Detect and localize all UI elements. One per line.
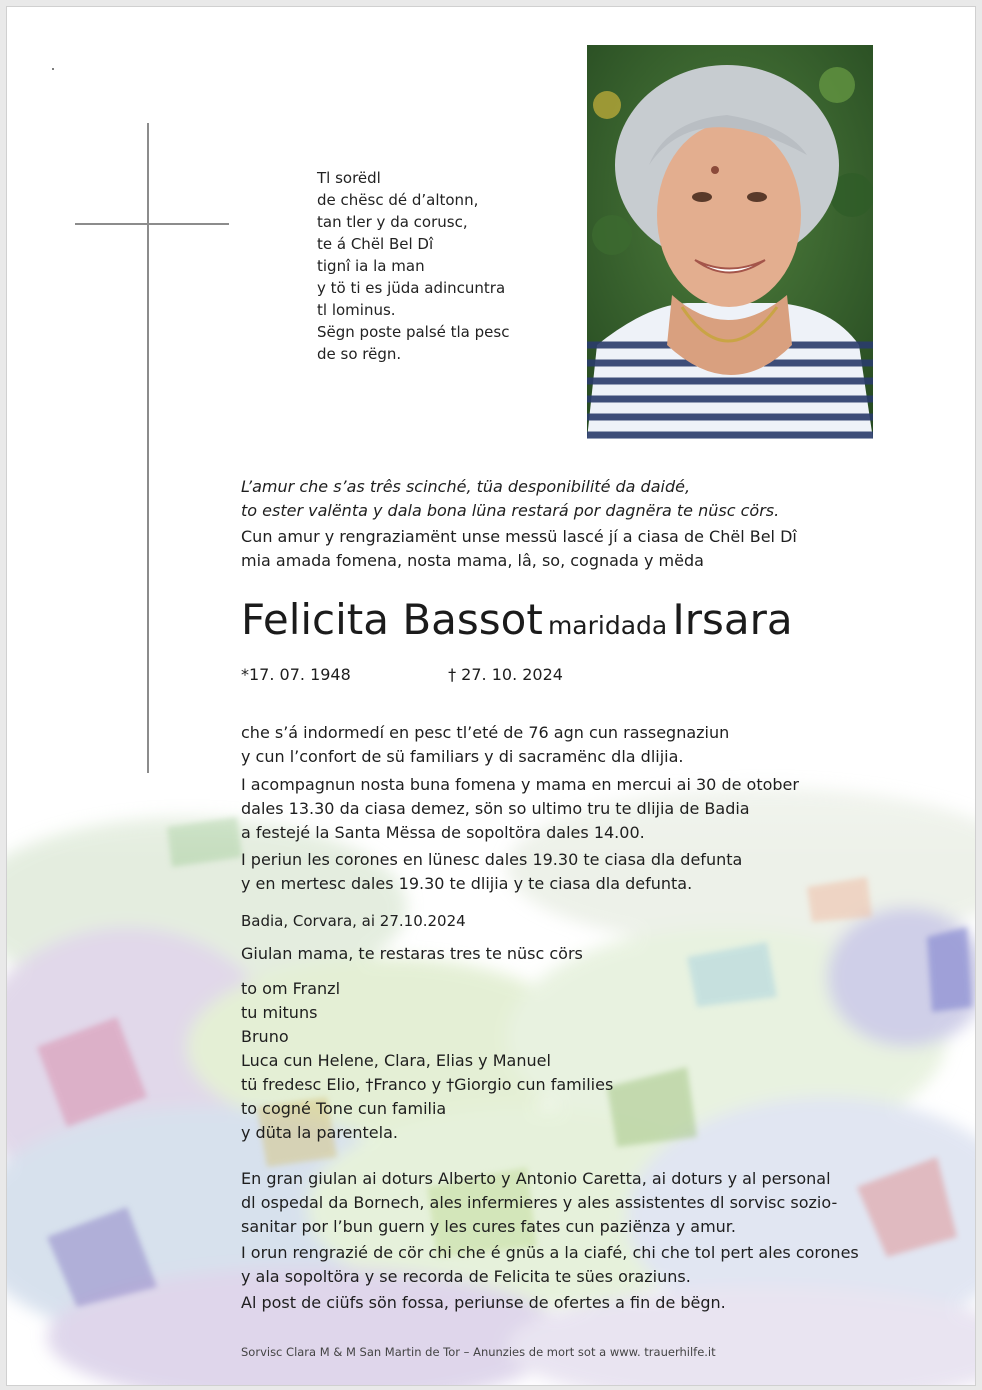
intro-italic-line: L’amur che s’as três scinché, tüa desponibilité da daidé, [241, 477, 691, 496]
body-line: y en mertesc dales 19.30 te dlijia y te ciasa dla defunta. [241, 874, 693, 893]
intro-line: mia amada fomena, nosta mama, lâ, so, cognada y mëda [241, 551, 704, 570]
mourner-line: tü fredesc Elio, †Franco y †Giorgio cun families [241, 1075, 614, 1094]
body-line: che s’á indormedí en pesc tl’eté de 76 agn cun rassegnaziun [241, 723, 730, 742]
birth-date: *17. 07. 1948 [241, 665, 351, 684]
mourner-line: Luca cun Helene, Clara, Elias y Manuel [241, 1051, 551, 1070]
poem-line: tan tler y da corusc, [317, 213, 468, 231]
thanks-line: dl ospedal da Bornech, ales infermieres y ales assistentes dl sorvisc sozio- [241, 1193, 838, 1212]
cross-vertical-beam [147, 123, 149, 773]
poem-line: Sëgn poste palsé tla pesc [317, 323, 510, 341]
mourner-line: Bruno [241, 1027, 289, 1046]
body-line: a festejé la Santa Mëssa de sopoltöra dales 14.00. [241, 823, 645, 842]
body-line: I acompagnun nosta buna fomena y mama en mercui ai 30 de otober [241, 775, 799, 794]
poem-line: te á Chël Bel Dî [317, 235, 434, 253]
thanks-line: En gran giulan ai doturs Alberto y Antonio Caretta, ai doturs y al personal [241, 1169, 831, 1188]
name-first: Felicita Bassot [241, 595, 543, 644]
mourner-line: to om Franzl [241, 979, 341, 998]
obituary-card [6, 6, 976, 1386]
poem-line: y tö ti es jüda adincuntra [317, 279, 506, 297]
intro-line: Cun amur y rengraziamënt unse messü lascé jí a ciasa de Chël Bel Dî [241, 527, 797, 546]
portrait-photo [587, 45, 873, 439]
farewell-line: Giulan mama, te restaras tres te nüsc cörs [241, 944, 583, 963]
intro-italic-line: to ester valënta y dala bona lüna restará por dagnëra te nüsc cörs. [241, 501, 780, 520]
body-line: I periun les corones en lünesc dales 19.30 te ciasa dla defunta [241, 850, 743, 869]
mourner-line: to cogné Tone cun familia [241, 1099, 447, 1118]
poem-line: Tl sorëdl [317, 169, 381, 187]
mourner-line: tu mituns [241, 1003, 318, 1022]
poem-line: tignî ia la man [317, 257, 425, 275]
name-last: Irsara [672, 595, 793, 644]
thanks-line: y ala sopoltöra y se recorda de Felicita te sües oraziuns. [241, 1267, 691, 1286]
poem [317, 167, 509, 365]
thanks-line: Al post de ciüfs sön fossa, periunse de ofertes a fin de bëgn. [241, 1293, 726, 1312]
thanks-line: I orun rengrazié de cör chi che é gnüs a la ciafé, chi che tol pert ales corones [241, 1243, 859, 1262]
cross-horizontal-beam [75, 223, 229, 225]
poem-line: tl lominus. [317, 301, 396, 319]
poem-line: de so rëgn. [317, 345, 402, 363]
deceased-name [241, 595, 793, 644]
mourner-line: y düta la parentela. [241, 1123, 398, 1142]
body-line: dales 13.30 da ciasa demez, sön so ultimo tru te dlijia de Badia [241, 799, 750, 818]
life-dates [241, 665, 563, 684]
name-middle: maridada [547, 611, 668, 640]
death-date: † 27. 10. 2024 [448, 665, 563, 684]
poem-line: de chësc dé d’altonn, [317, 191, 479, 209]
decorative-dot [52, 68, 54, 70]
footer-credit: Sorvisc Clara M & M San Martin de Tor – Anunzies de mort sot a www. trauerhilfe.it [241, 1345, 716, 1359]
body-line: y cun l’confort de sü familiars y di sacramënc dla dlijia. [241, 747, 684, 766]
place-date: Badia, Corvara, ai 27.10.2024 [241, 912, 466, 930]
thanks-line: sanitar por l’bun guern y les cures fates cun paziënza y amur. [241, 1217, 736, 1236]
